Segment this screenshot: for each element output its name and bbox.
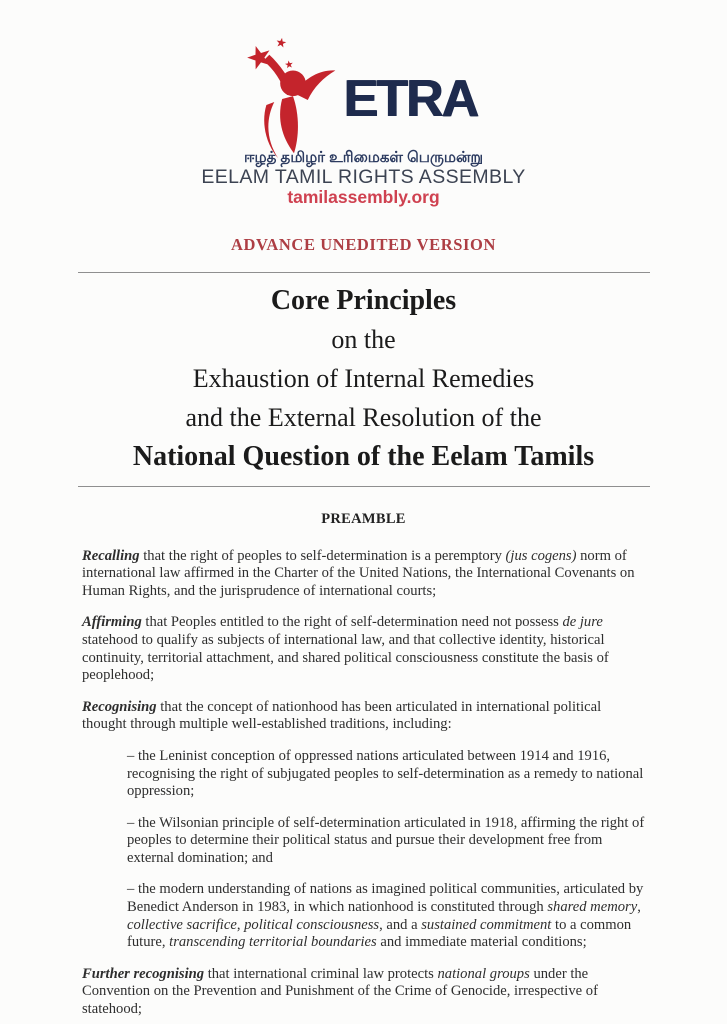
etra-wordmark: ETRA (343, 70, 478, 128)
preamble-paragraph: Further recognising that international criminal law protects national groups under the Convention on the Prevention and Punishment of the Crime of Genocide, irrespective of statehood; (82, 965, 598, 1018)
preamble-paragraph: Recalling that the right of peoples to self-determination is a peremptory (jus cogens) norm of international law affirmed in the Charter of the United Nations, the International Covenants on Human Rights, and the jurisprudence of international courts; (82, 547, 635, 599)
document-title (0, 281, 727, 476)
logo-website: tamilassembly.org (287, 187, 440, 208)
figure-torso (280, 96, 298, 153)
preamble-paragraph: Affirming that Peoples entitled to the right of self-determination need not possess de jure statehood to qualify as subjects of international law, and that collective identity, historical continuity, territorial attachment, and shared political consciousness constitute the basis of peoplehood; (82, 614, 609, 684)
title-line: and the External Resolution of the (185, 402, 542, 432)
logo-org-name: EELAM TAMIL RIGHTS ASSEMBLY (201, 165, 526, 188)
small-star-icon (284, 60, 293, 69)
logo-tamil-name: ஈழத் தமிழர் உரிமைகள் பெருமன்று (243, 149, 484, 166)
figure-right-arm (297, 70, 335, 100)
preamble-paragraph: Recognising that the concept of nationhood has been articulated in international political thought through multiple well-established traditions, including: (82, 698, 602, 733)
title-line: National Question of the Eelam Tamils (132, 440, 595, 472)
title-line: on the (331, 324, 396, 354)
preamble-paragraph: – the Wilsonian principle of self-determination articulated in 1918, affirming the right of peoples to determine their political status and pursue their development free from external domination; and (127, 814, 645, 866)
small-star-icon (275, 37, 286, 48)
advance-unedited-banner: ADVANCE UNEDITED VERSION (230, 234, 496, 254)
title-divider-top (78, 272, 650, 273)
preamble-paragraph: – the Leninist conception of oppressed nations articulated between 1914 and 1916, recognising the right of subjugated peoples to self-determination as a remedy to national oppression; (127, 747, 644, 800)
preamble-body (0, 528, 727, 1019)
preamble-paragraph: – the modern understanding of nations as imagined political communities, articulated by Benedict Anderson in 1983, in which nationhood is constituted through shared memory, collective sacrifice, political consciousness, and a sustained commitment to a common future, transcending territorial boundaries and immediate material conditions; (127, 881, 644, 951)
title-line: Core Principles (270, 284, 457, 316)
title-line: Exhaustion of Internal Remedies (192, 363, 535, 393)
etra-logo (0, 34, 727, 208)
preamble-heading: PREAMBLE (321, 510, 406, 527)
title-divider-bottom (78, 486, 650, 487)
